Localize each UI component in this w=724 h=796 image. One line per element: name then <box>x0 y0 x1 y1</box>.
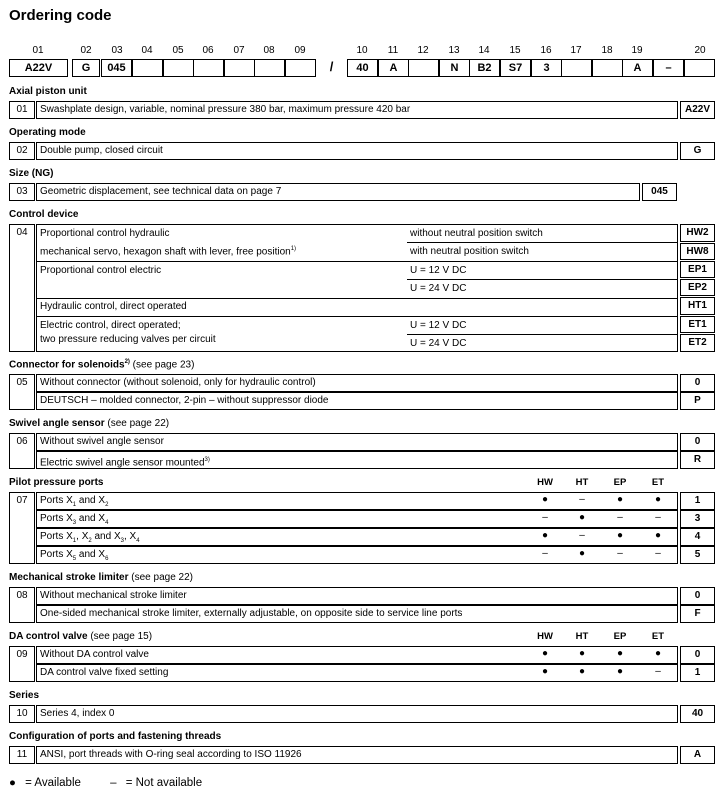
hdr-ep: EP <box>613 631 627 642</box>
pos-10: 10 <box>356 45 368 56</box>
ep1-sub: U = 12 V DC <box>410 265 467 276</box>
row-code: F <box>680 605 715 623</box>
row-size <box>9 183 715 201</box>
pos-05: 05 <box>172 45 184 56</box>
mark-ep: ● <box>616 494 624 505</box>
row-desc: Without swivel angle sensor <box>36 433 678 451</box>
et-desc-line2: two pressure reducing valves per circuit <box>40 334 216 345</box>
mark-hw: – <box>542 512 548 523</box>
row-num: 09 <box>9 646 35 682</box>
legend-na-text: = Not available <box>125 777 203 789</box>
mark-ht: ● <box>578 648 586 659</box>
row-desc: Electric swivel angle sensor mounted$^{3)}$ <box>36 451 678 469</box>
pos-06: 06 <box>202 45 214 56</box>
code-ep1: EP1 <box>680 261 715 278</box>
section-title-size: Size (NG) <box>9 168 54 179</box>
pos-13: 13 <box>448 45 460 56</box>
row-code: A22V <box>680 101 715 119</box>
row-desc: Geometric displacement, see technical data on page 7 <box>36 183 640 201</box>
row-stroke-1 <box>9 605 715 623</box>
row-desc: Ports $X_5$ and $X_6$ <box>36 546 678 564</box>
mark-ht: – <box>579 530 585 541</box>
row-desc: Ports $X_1$, $X_2$ and $X_3$, $X_4$ <box>36 528 678 546</box>
mark-et: – <box>655 666 661 677</box>
row-num: 10 <box>9 705 35 723</box>
code-box-16: 3 <box>531 59 562 77</box>
hdr-et: ET <box>651 631 665 642</box>
row-connector-1 <box>9 392 715 410</box>
hdr-ep: EP <box>613 477 627 488</box>
code-box-20 <box>684 59 715 77</box>
pos-02: 02 <box>80 45 92 56</box>
hdr-et: ET <box>651 477 665 488</box>
pos-11: 11 <box>387 45 399 56</box>
row-code: 1 <box>680 492 715 510</box>
mark-et: – <box>655 548 661 559</box>
code-box-19: A <box>622 59 653 77</box>
row-swivel-0 <box>9 433 715 451</box>
mark-ht: ● <box>578 548 586 559</box>
code-box-13: N <box>439 59 470 77</box>
code-box-05 <box>163 59 194 77</box>
section-title-pilot: Pilot pressure ports <box>9 477 104 488</box>
row-desc: ANSI, port threads with O-ring seal according to ISO 11926 <box>36 746 678 764</box>
pos-17: 17 <box>570 45 582 56</box>
legend-na-symbol: – <box>110 777 117 789</box>
code-box-04 <box>132 59 163 77</box>
hdr-ht: HT <box>575 477 589 488</box>
et1-sub: U = 12 V DC <box>410 320 467 331</box>
pos-08: 08 <box>263 45 275 56</box>
page-title: Ordering code <box>9 7 112 24</box>
et2-sub: U = 24 V DC <box>410 338 467 349</box>
control-table <box>9 224 715 352</box>
row-code: 1 <box>680 664 715 682</box>
hw-desc-line1: Proportional control hydraulic <box>40 228 170 239</box>
code-box-15: S7 <box>500 59 531 77</box>
row-pilot-0 <box>9 492 715 510</box>
hdr-hw: HW <box>537 477 553 488</box>
mark-ht: ● <box>578 512 586 523</box>
code-box-02: G <box>72 59 100 77</box>
hdr-ht: HT <box>575 631 589 642</box>
row-code: 3 <box>680 510 715 528</box>
code-slash: / <box>329 59 334 74</box>
row-da-1 <box>9 664 715 682</box>
row-desc: Double pump, closed circuit <box>36 142 678 160</box>
code-et2: ET2 <box>680 334 715 352</box>
mark-et: ● <box>654 648 662 659</box>
section-title-stroke: Mechanical stroke limiter (see page 22) <box>9 572 193 583</box>
row-num: 06 <box>9 433 35 469</box>
code-box-09 <box>285 59 316 77</box>
mark-hw: – <box>542 548 548 559</box>
row-num: 04 <box>9 224 35 352</box>
code-et1: ET1 <box>680 316 715 333</box>
hw-desc-line2: mechanical servo, hexagon shaft with lever, free position$^{1)}$ <box>40 246 297 258</box>
mark-ht: – <box>579 494 585 505</box>
hdr-hw: HW <box>537 631 553 642</box>
row-desc: DEUTSCH – molded connector, 2-pin – without suppressor diode <box>36 392 678 410</box>
section-title-opmode: Operating mode <box>9 127 86 138</box>
mark-hw: ● <box>541 666 549 677</box>
row-code: 4 <box>680 528 715 546</box>
code-box-17 <box>561 59 592 77</box>
legend-available-symbol: ● <box>9 777 16 789</box>
row-code: P <box>680 392 715 410</box>
pos-18: 18 <box>601 45 613 56</box>
pos-09: 09 <box>294 45 306 56</box>
mark-ep: ● <box>616 666 624 677</box>
row-num: 08 <box>9 587 35 623</box>
row-da-0 <box>9 646 715 664</box>
section-title-control: Control device <box>9 209 79 220</box>
pos-15: 15 <box>509 45 521 56</box>
control-desc-box <box>36 224 678 352</box>
row-num: 01 <box>9 101 35 119</box>
pos-14: 14 <box>478 45 490 56</box>
divider <box>37 316 677 317</box>
row-code: 0 <box>680 374 715 392</box>
section-title-connector: Connector for solenoids$^{2)}$ (see page 23) <box>9 359 195 371</box>
row-desc: Series 4, index 0 <box>36 705 678 723</box>
mark-ep: – <box>617 548 623 559</box>
legend <box>9 777 202 789</box>
row-desc: Without DA control valve <box>36 646 678 664</box>
divider <box>407 242 677 243</box>
mark-hw: ● <box>541 530 549 541</box>
hw2-sub: without neutral position switch <box>410 228 543 239</box>
mark-et: – <box>655 512 661 523</box>
mark-hw: ● <box>541 648 549 659</box>
divider <box>37 261 677 262</box>
ep-desc: Proportional control electric <box>40 265 162 276</box>
mark-hw: ● <box>541 494 549 505</box>
section-title-da: DA control valve (see page 15) <box>9 631 153 642</box>
row-pilot-2 <box>9 528 715 546</box>
divider <box>407 334 677 335</box>
row-code: 045 <box>642 183 677 201</box>
row-stroke-0 <box>9 587 715 605</box>
pos-04: 04 <box>141 45 153 56</box>
code-box-11: A <box>378 59 409 77</box>
legend-available-text: = Available <box>25 777 81 789</box>
pos-16: 16 <box>540 45 552 56</box>
code-box-18 <box>592 59 623 77</box>
hw8-sub: with neutral position switch <box>410 246 529 257</box>
row-code: R <box>680 451 715 469</box>
pos-12: 12 <box>417 45 429 56</box>
row-num: 03 <box>9 183 35 201</box>
row-num: 11 <box>9 746 35 764</box>
row-code: A <box>680 746 715 764</box>
row-desc: DA control valve fixed setting <box>36 664 678 682</box>
code-box-12 <box>408 59 439 77</box>
row-code: G <box>680 142 715 160</box>
divider <box>407 279 677 280</box>
row-desc: Without mechanical stroke limiter <box>36 587 678 605</box>
pos-20: 20 <box>694 45 706 56</box>
row-swivel-1 <box>9 451 715 469</box>
row-opmode <box>9 142 715 160</box>
row-desc: Without connector (without solenoid, only for hydraulic control) <box>36 374 678 392</box>
code-box-14: B2 <box>469 59 500 77</box>
row-code: 5 <box>680 546 715 564</box>
code-box-08 <box>254 59 285 77</box>
mark-et: ● <box>654 530 662 541</box>
row-pilot-3 <box>9 546 715 564</box>
row-connector-0 <box>9 374 715 392</box>
mark-ep: – <box>617 512 623 523</box>
section-title-config: Configuration of ports and fastening threads <box>9 731 222 742</box>
section-title-swivel: Swivel angle sensor (see page 22) <box>9 418 170 429</box>
code-box-01: A22V <box>9 59 68 77</box>
row-code: 0 <box>680 587 715 605</box>
row-desc: Ports $X_1$ and $X_2$ <box>36 492 678 510</box>
mark-ht: ● <box>578 666 586 677</box>
mark-ep: ● <box>616 648 624 659</box>
ep2-sub: U = 24 V DC <box>410 283 467 294</box>
row-code: 0 <box>680 433 715 451</box>
code-ht1: HT1 <box>680 297 715 315</box>
row-code: 40 <box>680 705 715 723</box>
code-box-03: 045 <box>101 59 132 77</box>
row-series <box>9 705 715 723</box>
pos-07: 07 <box>233 45 245 56</box>
pos-03: 03 <box>111 45 123 56</box>
row-desc: Ports $X_3$ and $X_4$ <box>36 510 678 528</box>
row-num: 02 <box>9 142 35 160</box>
et-desc-line1: Electric control, direct operated; <box>40 320 181 331</box>
code-hw2: HW2 <box>680 224 715 242</box>
row-config <box>9 746 715 764</box>
row-num: 05 <box>9 374 35 410</box>
row-desc: Swashplate design, variable, nominal pressure 380 bar, maximum pressure 420 bar <box>36 101 678 119</box>
mark-et: ● <box>654 494 662 505</box>
code-box-10: 40 <box>347 59 378 77</box>
row-num: 07 <box>9 492 35 564</box>
code-hw8: HW8 <box>680 243 715 260</box>
ht-desc: Hydraulic control, direct operated <box>40 301 187 312</box>
row-desc: One-sided mechanical stroke limiter, externally adjustable, on opposite side to service line ports <box>36 605 678 623</box>
section-title-series: Series <box>9 690 40 701</box>
mark-ep: ● <box>616 530 624 541</box>
row-axial <box>9 101 715 119</box>
row-pilot-1 <box>9 510 715 528</box>
row-code: 0 <box>680 646 715 664</box>
code-ep2: EP2 <box>680 279 715 296</box>
code-box-dash: – <box>653 59 684 77</box>
section-title-axial: Axial piston unit <box>9 86 87 97</box>
pos-01: 01 <box>32 45 44 56</box>
code-box-06 <box>193 59 224 77</box>
pos-19: 19 <box>631 45 643 56</box>
code-box-07 <box>224 59 255 77</box>
